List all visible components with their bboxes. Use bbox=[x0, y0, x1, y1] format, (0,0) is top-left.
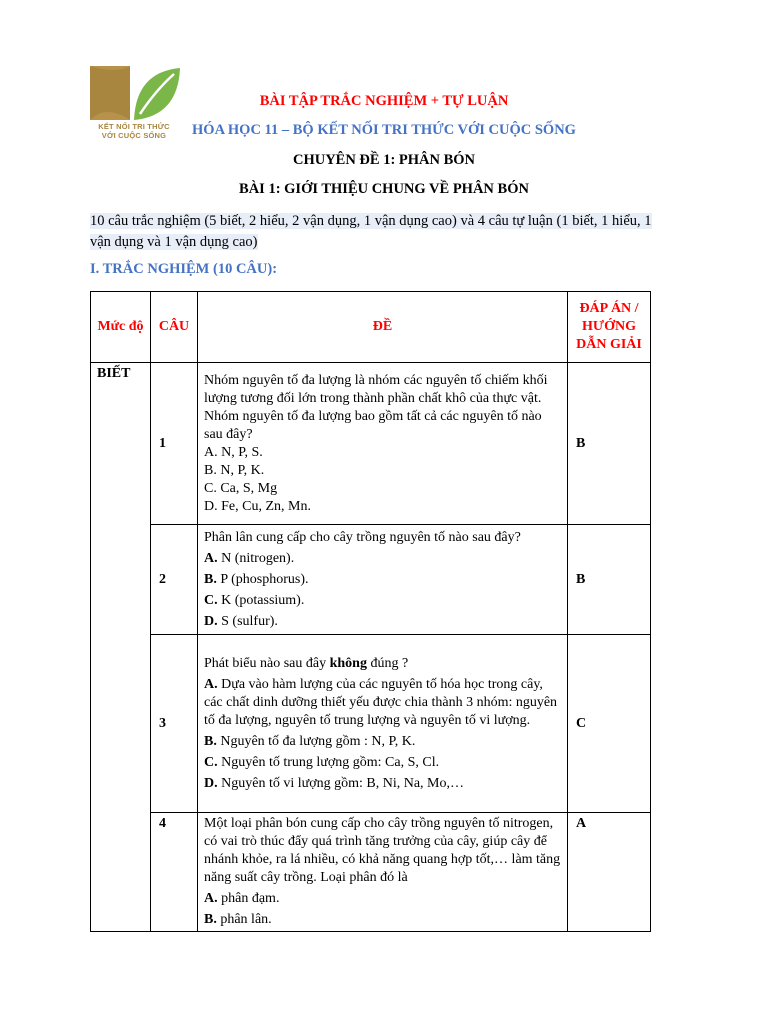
table-row bbox=[91, 525, 651, 635]
topic-title: CHUYÊN ĐỀ 1: PHÂN BÓN bbox=[292, 152, 476, 168]
option-a: A. N, P, S. bbox=[204, 444, 263, 460]
option-b: B. Nguyên tố đa lượng gồm : N, P, K. bbox=[204, 733, 416, 749]
intro-text bbox=[90, 211, 658, 252]
publisher-logo bbox=[86, 64, 182, 156]
table-row bbox=[91, 813, 651, 932]
option-a: A. N (nitrogen). bbox=[204, 550, 295, 566]
question-table bbox=[90, 291, 651, 932]
header-level: Mức độ bbox=[91, 292, 151, 363]
question-text: Phát biểu nào sau đây không đúng ? bbox=[204, 655, 409, 671]
answer-cell: B bbox=[568, 525, 651, 635]
table-row bbox=[91, 363, 651, 525]
table-row bbox=[91, 635, 651, 813]
lesson-title: BÀI 1: GIỚI THIỆU CHUNG VỀ PHÂN BÓN bbox=[239, 181, 529, 197]
option-c: C. K (potassium). bbox=[204, 592, 305, 608]
question-cell bbox=[198, 635, 568, 813]
option-d: D. Nguyên tố vi lượng gồm: B, Ni, Na, Mo,… bbox=[204, 775, 464, 791]
answer-cell: C bbox=[568, 635, 651, 813]
question-number: 3 bbox=[151, 635, 198, 813]
table-header-row bbox=[91, 292, 651, 363]
logo-line1: KẾT NỐI TRI THỨC bbox=[98, 122, 170, 131]
question-number: 1 bbox=[151, 363, 198, 525]
question-cell bbox=[198, 813, 568, 932]
intro-highlight: 10 câu trắc nghiệm (5 biết, 2 hiểu, 2 vận dụng, 1 vận dụng cao) và 4 câu tự luận (1 biết, 1 hiểu, 1 vận dụng và 1 vận dụng cao) bbox=[90, 213, 652, 250]
option-d: D. Fe, Cu, Zn, Mn. bbox=[204, 498, 311, 514]
question-number: 2 bbox=[151, 525, 198, 635]
option-c: C. Nguyên tố trung lượng gồm: Ca, S, Cl. bbox=[204, 754, 440, 770]
logo-line2: VỚI CUỘC SỐNG bbox=[101, 131, 167, 140]
question-text: Phân lân cung cấp cho cây trồng nguyên tố nào sau đây? bbox=[204, 529, 521, 545]
option-c: C. Ca, S, Mg bbox=[204, 480, 278, 496]
answer-cell: B bbox=[568, 363, 651, 525]
doc-title: BÀI TẬP TRẮC NGHIỆM + TỰ LUẬN bbox=[259, 93, 509, 109]
doc-subtitle: HÓA HỌC 11 – BỘ KẾT NỐI TRI THỨC VỚI CUỘC SỐNG bbox=[192, 122, 576, 138]
option-b: B. P (phosphorus). bbox=[204, 571, 309, 587]
answer-cell: A bbox=[568, 813, 651, 932]
option-b: B. N, P, K. bbox=[204, 462, 265, 478]
option-a: A. Dựa vào hàm lượng của các nguyên tố hóa học trong cây, các chất dinh dưỡng thiết yếu được chia thành 3 nhóm: nguyên tố đa lượng, nguyên tố trung lượng và nguyên tố vi lượng. bbox=[204, 676, 558, 728]
level-cell: BIẾT bbox=[91, 363, 151, 932]
option-a: A. phân đạm. bbox=[204, 891, 280, 906]
header-num: CÂU bbox=[151, 292, 198, 363]
question-text: Một loại phân bón cung cấp cho cây trồng nguyên tố nitrogen, có vai trò thúc đẩy quá trình tăng trưởng của cây, giúp cây để nhánh khỏe, ra lá nhiều, có khả năng quang hợp tốt,… làm tăng năng suất cây trồng. Loại phân đó là bbox=[204, 816, 561, 885]
header-question: ĐỀ bbox=[198, 292, 568, 363]
question-text: Nhóm nguyên tố đa lượng là nhóm các nguyên tố chiếm khối lượng tương đối lớn trong thành phần chất khô của thực vật. Nhóm nguyên tố đa lượng bao gồm tất cả các nguyên tố nào sau đây? bbox=[204, 372, 548, 442]
question-number: 4 bbox=[151, 813, 198, 932]
question-cell bbox=[198, 363, 568, 525]
header-answer: ĐÁP ÁN / HƯỚNG DẪN GIẢI bbox=[568, 292, 651, 363]
question-cell bbox=[198, 525, 568, 635]
option-b: B. phân lân. bbox=[204, 912, 272, 927]
section-heading: I. TRẮC NGHIỆM (10 CÂU): bbox=[90, 261, 278, 277]
option-d: D. S (sulfur). bbox=[204, 613, 278, 629]
